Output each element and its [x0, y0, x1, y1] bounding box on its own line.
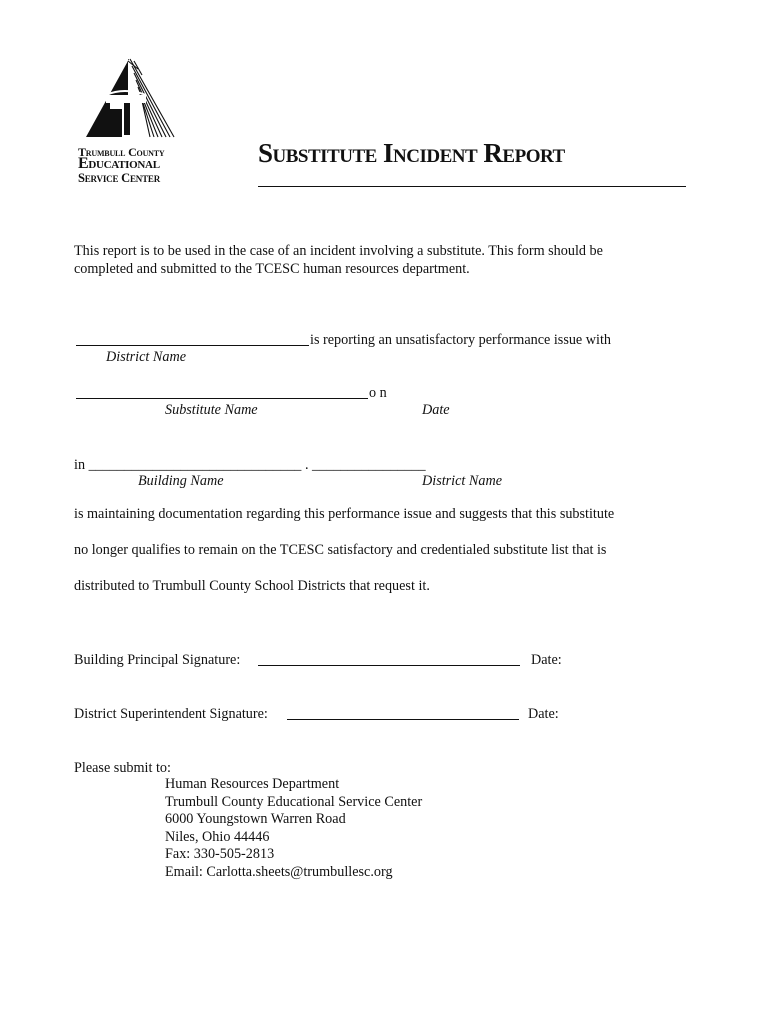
page-title: Substitute Incident Report — [258, 138, 565, 168]
superintendent-signature-label: District Superintendent Signature: — [74, 706, 268, 722]
superintendent-date-label: Date: — [528, 706, 559, 722]
intro-line-2: completed and submitted to the TCESC human resources department. — [74, 261, 470, 277]
superintendent-signature-field[interactable] — [287, 719, 519, 720]
address-line-fax: Fax: 330-505-2813 — [165, 846, 275, 863]
tcesc-logo-icon — [84, 57, 176, 139]
address-line-email: Email: Carlotta.sheets@trumbullesc.org — [165, 863, 393, 880]
body-line-3: distributed to Trumbull County School Districts that request it. — [74, 578, 430, 594]
date-caption: Date — [422, 402, 450, 418]
org-name-line1: Trumbull County — [78, 145, 165, 159]
address-line-department: Human Resources Department — [165, 776, 340, 792]
building-name-caption: Building Name — [138, 473, 224, 489]
substitute-name-caption: Substitute Name — [165, 402, 258, 418]
org-name-line2: Educational — [78, 155, 160, 172]
district-name-caption: District Name — [106, 349, 186, 365]
address-line-street: 6000 Youngstown Warren Road — [165, 811, 346, 828]
district-name-caption-2: District Name — [422, 473, 502, 489]
reporting-text: is reporting an unsatisfactory performance issue with — [310, 332, 611, 348]
submit-address — [165, 776, 422, 882]
district-name-field[interactable] — [76, 345, 309, 346]
on-text: o n — [369, 385, 387, 401]
principal-date-label: Date: — [531, 652, 562, 668]
body-line-2: no longer qualifies to remain on the TCESC satisfactory and credentialed substitute list that is — [74, 542, 607, 558]
intro-line-1: This report is to be used in the case of an incident involving a substitute. This form should be — [74, 243, 603, 259]
address-line-organization: Trumbull County Educational Service Center — [165, 793, 423, 810]
address-line-city: Niles, Ohio 44446 — [165, 828, 270, 845]
principal-signature-label: Building Principal Signature: — [74, 652, 241, 668]
body-line-1: is maintaining documentation regarding this performance issue and suggests that this substitute — [74, 506, 615, 522]
title-underline — [258, 186, 686, 187]
principal-signature-field[interactable] — [258, 665, 520, 666]
org-name-line3: Service Center — [78, 171, 161, 185]
building-district-field[interactable]: in ______________________________ . ________________ — [74, 457, 426, 473]
submit-label: Please submit to: — [74, 760, 171, 776]
substitute-name-field[interactable] — [76, 398, 368, 399]
